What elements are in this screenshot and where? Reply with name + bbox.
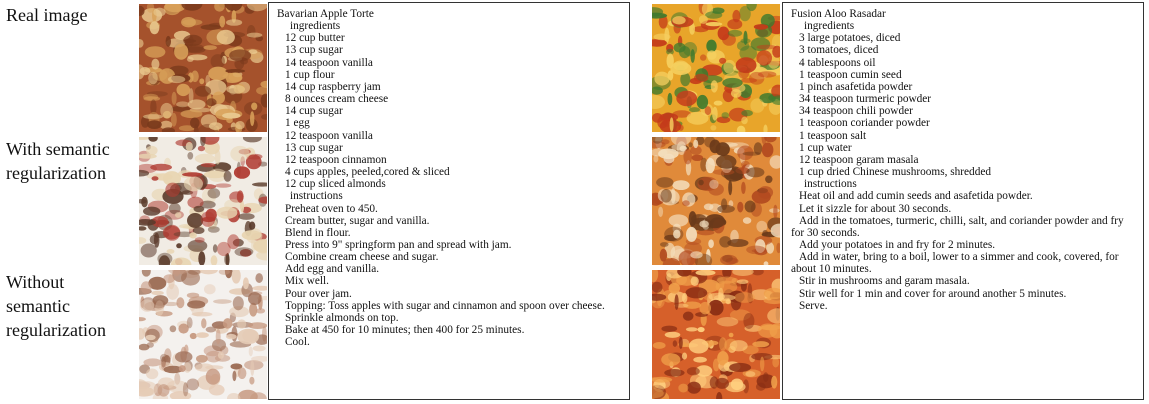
aloo-rasadar-real-image (652, 4, 780, 132)
row-label-text: regularization (6, 320, 106, 340)
instructions-heading: instructions (290, 190, 343, 203)
instruction-step: Stir in mushrooms and garam masala. (799, 275, 970, 288)
row-label-without-semantic (6, 270, 106, 342)
ingredient-item: 34 teaspoon turmeric powder (799, 93, 932, 106)
instruction-step: Bake at 450 for 10 minutes; then 400 for 25 minutes. (285, 324, 525, 337)
aloo-rasadar-with-semantic-image (652, 137, 780, 265)
ingredient-item: 12 cup sliced almonds (285, 178, 386, 191)
ingredient-item: 1 cup water (799, 141, 852, 154)
ingredient-item: 4 cups apples, peeled,cored & sliced (285, 166, 450, 179)
ingredient-item: 13 cup sugar (285, 141, 343, 154)
aloo-rasadar-without-semantic-image (652, 270, 780, 399)
apple-torte-real-image (139, 4, 267, 132)
row-label-real-image (6, 3, 87, 27)
ingredient-item: 12 teaspoon cinnamon (285, 153, 387, 166)
instruction-step: Preheat oven to 450. (285, 202, 378, 215)
food-photo-drawing (652, 270, 780, 399)
row-label-with-semantic (6, 137, 110, 185)
recipe-title: Bavarian Apple Torte (277, 8, 374, 20)
ingredient-item: 12 teaspoon vanilla (285, 129, 373, 142)
instruction-step: Combine cream cheese and sugar. (285, 251, 439, 264)
ingredient-item: 12 cup butter (285, 32, 345, 45)
instruction-step: Cool. (285, 336, 310, 349)
ingredient-item: 1 teaspoon cumin seed (799, 68, 902, 81)
instruction-step: Let it sizzle for about 30 seconds. (799, 202, 952, 215)
instruction-step: Add your potatoes in and fry for 2 minutes. (799, 238, 996, 251)
ingredients-heading: ingredients (290, 20, 341, 33)
ingredient-item: 1 teaspoon salt (799, 129, 867, 142)
instruction-step: Stir well for 1 min and cover for around another 5 minutes. (799, 287, 1067, 300)
instruction-step: Press into 9" springform pan and spread with jam. (285, 238, 512, 251)
recipe-box-apple-torte (268, 2, 630, 400)
ingredients-list (791, 32, 1135, 178)
ingredient-item: 14 teaspoon vanilla (285, 56, 373, 69)
instruction-step: Sprinkle almonds on top. (285, 311, 399, 324)
recipe-box-aloo-rasadar (782, 2, 1144, 400)
row-label-text: With semantic (6, 139, 110, 159)
ingredients-heading: ingredients (804, 20, 855, 33)
food-photo-drawing (139, 4, 267, 132)
food-photo-drawing (652, 137, 780, 265)
ingredient-item: 3 large potatoes, diced (799, 32, 901, 45)
ingredient-item: 14 cup raspberry jam (285, 80, 381, 93)
instruction-step: Serve. (799, 299, 828, 312)
apple-torte-without-semantic-image (139, 270, 267, 399)
instructions-list (791, 190, 1135, 312)
ingredient-item: 8 ounces cream cheese (285, 93, 389, 106)
instruction-step: Blend in flour. (285, 226, 351, 239)
row-label-text: Real image (6, 5, 88, 25)
recipe-title: Fusion Aloo Rasadar (791, 8, 886, 20)
instruction-step: Mix well. (285, 275, 329, 288)
row-label-text: semantic (6, 296, 70, 316)
food-photo-drawing (652, 4, 780, 132)
food-photo-drawing (139, 137, 267, 265)
instruction-step: Add egg and vanilla. (285, 263, 380, 276)
ingredient-item: 13 cup sugar (285, 44, 343, 57)
ingredient-item: 1 cup dried Chinese mushrooms, shredded (799, 166, 992, 179)
ingredient-item: 4 tablespoons oil (799, 56, 876, 69)
instructions-heading: instructions (804, 178, 857, 191)
ingredient-item: 1 cup flour (285, 68, 335, 81)
ingredients-list (277, 32, 621, 190)
ingredient-item: 1 pinch asafetida powder (799, 80, 913, 93)
apple-torte-with-semantic-image (139, 137, 267, 265)
food-photo-drawing (139, 270, 267, 399)
instruction-step: Cream butter, sugar and vanilla. (285, 214, 430, 227)
instruction-step: Topping: Toss apples with sugar and cinnamon and spoon over cheese. (285, 299, 605, 312)
instructions-list (277, 203, 621, 349)
ingredient-item: 34 teaspoon chili powder (799, 105, 913, 118)
row-label-text: regularization (6, 163, 106, 183)
ingredient-item: 1 teaspoon coriander powder (799, 117, 930, 130)
ingredient-item: 14 cup sugar (285, 105, 343, 118)
row-label-text: Without (6, 272, 65, 292)
instruction-step: Add in water, bring to a boil, lower to a simmer and cook, covered, for about 10 minutes. (791, 251, 1119, 276)
instruction-step: Add in the tomatoes, turmeric, chilli, salt, and coriander powder and fry for 30 seconds. (791, 214, 1124, 239)
instruction-step: Pour over jam. (285, 287, 352, 300)
instruction-step: Heat oil and add cumin seeds and asafetida powder. (799, 190, 1033, 203)
ingredient-item: 3 tomatoes, diced (799, 44, 879, 57)
ingredient-item: 12 teaspoon garam masala (799, 153, 919, 166)
ingredient-item: 1 egg (285, 117, 310, 130)
